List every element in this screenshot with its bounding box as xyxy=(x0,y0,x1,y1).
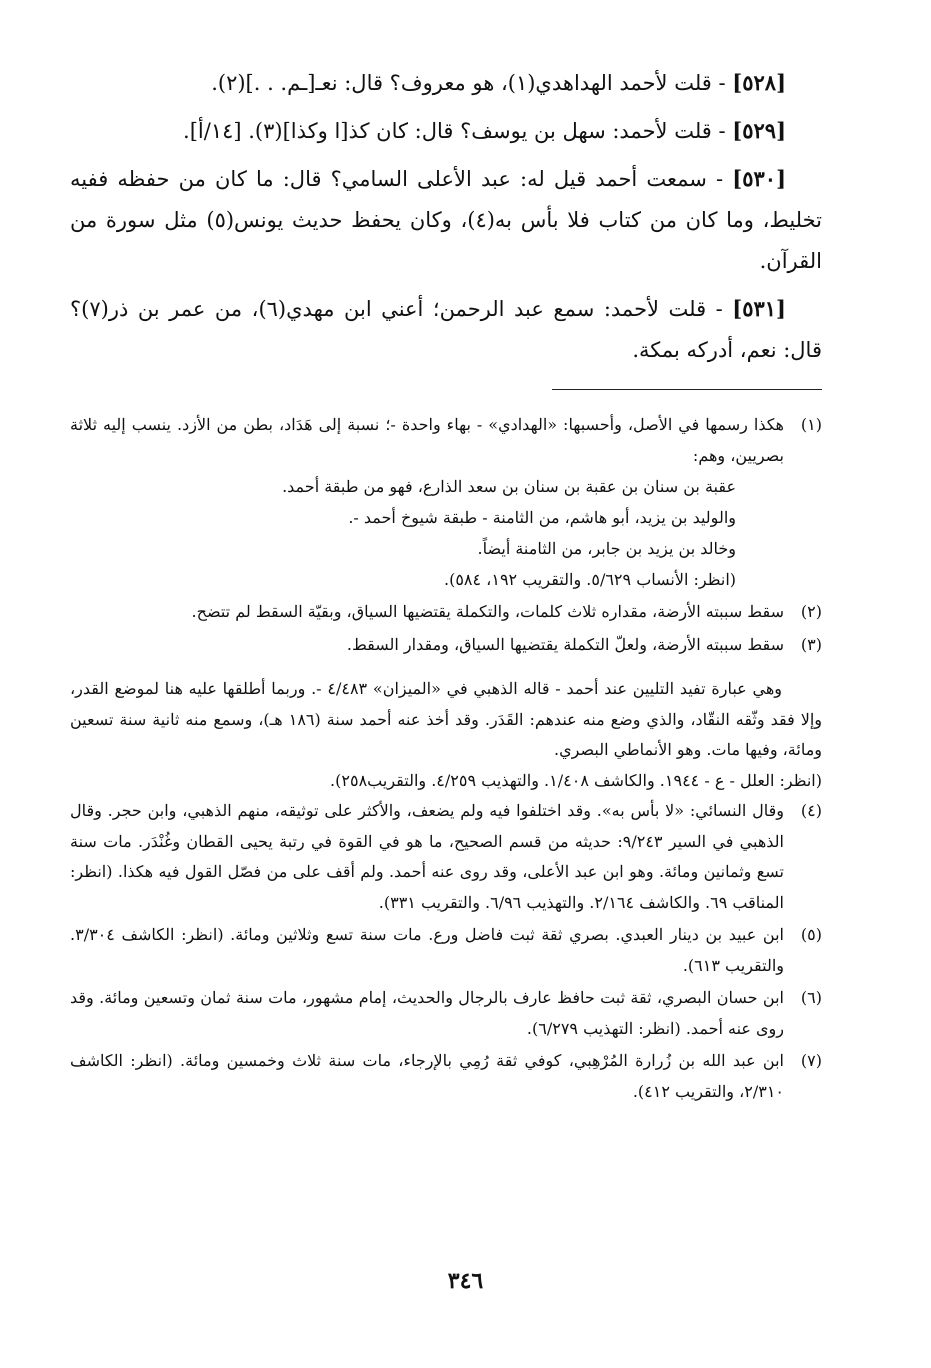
footnote-2 xyxy=(70,597,822,628)
footnote-text: وهي عبارة تفيد التليين عند أحمد - قاله الذهبي في «الميزان» ٤/٤٨٣ -. وربما أطلقها عليه هنا لموضع القدر، وإلا فقد وثّقه النقّاد، والذي وضع منه عندهم: القَدَر. وقد أخذ عنه أحمد سنة (١٨٦ هـ)، وسمع منه ثانية سنة تسعين ومائة، وفيها مات. وهو الأنماطي البصري. xyxy=(70,679,823,759)
footnote-text: (انظر: العلل - ع - ١٩٤٤. والكاشف ١/٤٠٨. والتهذيب ٤/٢٥٩. والتقريب٢٥٨). xyxy=(330,770,822,790)
footnote-text: هكذا رسمها في الأصل، وأحسبها: «الهدادي» - بهاء واحدة -؛ نسبة إلى هَدَاد، بطن من الأزد. ينسب إليه ثلاثة بصريين، وهم: xyxy=(70,415,784,465)
footnote-label: (٦) xyxy=(800,988,822,1007)
footnote-text: سقط سببته الأرضة، ولعلّ التكملة يقتضيها السياق، ومقدار السقط. xyxy=(346,634,784,654)
footnote-subline: عقبة بن سنان بن عقبة بن سنان بن سعد الذارع، فهو من طبقة أحمد. xyxy=(282,477,736,496)
footnote-1 xyxy=(70,410,822,595)
main-text xyxy=(70,62,822,371)
footnote-3 xyxy=(70,630,822,661)
entry-text: - قلت لأحمد: سمع عبد الرحمن؛ أعني ابن مهدي(٦)، من عمر بن ذر(٧)؟ قال: نعم، أدركه بمكة. xyxy=(70,297,822,362)
footnote-5 xyxy=(70,920,822,981)
footnote-label: (٤) xyxy=(800,801,822,820)
footnote-text: ابن حسان البصري، ثقة ثبت حافظ عارف بالرجال والحديث، إمام مشهور، مات سنة ثمان وتسعين ومائة. وقد روى عنه أحمد. (انظر: التهذيب ٦/٢٧٩). xyxy=(70,988,784,1038)
page-number: ٣٤٦ xyxy=(447,1268,484,1294)
entry-text: - قلت لأحمد الهداهدي(١)، هو معروف؟ قال: نعـ[ـم. . .](٢). xyxy=(211,71,726,95)
entry-text: - سمعت أحمد قيل له: عبد الأعلى السامي؟ قال: ما كان من حفظه ففيه تخليط، وما كان من كتاب فلا بأس به(٤)، وكان يحفظ حديث يونس(٥) مثل سورة من القرآن. xyxy=(70,167,823,273)
footnote-label: (١) xyxy=(800,415,822,434)
entry-529 xyxy=(70,110,822,152)
entry-number: [٥٣٠] xyxy=(732,166,786,191)
footnote-3-continuation xyxy=(70,674,822,796)
entry-number: [٥٢٨] xyxy=(732,70,786,95)
footnote-label: (٣) xyxy=(800,634,822,654)
entry-531 xyxy=(70,288,822,371)
footnotes xyxy=(70,410,822,1107)
entry-number: [٥٣١] xyxy=(732,296,786,321)
footnote-4 xyxy=(70,796,822,918)
entry-text: - قلت لأحمد: سهل بن يوسف؟ قال: كان كذ[ا وكذا](٣). [١٤/أ]. xyxy=(183,119,726,143)
footnote-separator xyxy=(552,389,822,390)
footnote-sublist xyxy=(70,471,784,595)
entry-528 xyxy=(70,62,822,104)
footnote-text: ابن عبد الله بن زُرارة المُرْهِبي، كوفي ثقة رُمِي بالإرجاء، مات سنة ثلاث وخمسين ومائة. (انظر: الكاشف ٢/٣١٠، والتقريب ٤١٢). xyxy=(70,1051,784,1101)
footnote-label: (٧) xyxy=(800,1051,822,1070)
footnote-text: سقط سببته الأرضة، مقداره ثلاث كلمات، والتكملة يقتضيها السياق، وبقيّة السقط لم تتضح. xyxy=(191,602,784,621)
footnote-subline: وخالد بن يزيد بن جابر، من الثامنة أيضاً. xyxy=(477,539,736,558)
book-page xyxy=(70,62,822,1109)
footnote-subline: والوليد بن يزيد، أبو هاشم، من الثامنة - طبقة شيوخ أحمد -. xyxy=(348,508,736,527)
footnote-label: (٥) xyxy=(800,925,822,944)
footnote-label: (٢) xyxy=(800,602,822,621)
entry-number: [٥٢٩] xyxy=(732,118,786,143)
footnote-subline: (انظر: الأنساب ٥/٦٢٩. والتقريب ١٩٢، ٥٨٤). xyxy=(443,570,736,589)
footnote-7 xyxy=(70,1046,822,1107)
footnote-6 xyxy=(70,983,822,1044)
entry-530 xyxy=(70,158,822,282)
footnote-text: وقال النسائي: «لا بأس به». وقد اختلفوا فيه ولم يضعف، والأكثر على توثيقه، منهم الذهبي، وابن حجر. وقال الذهبي في السير ٩/٢٤٣: حديثه من قسم الصحيح، ما هو في القوة في رتبة يحيى القطان وغُنْدَر. مات سنة تسع وثمانين ومائة. وهو ابن عبد الأعلى، وقد روى عنه أحمد. ولم أقف على من فصّل القول فيه هكذا. (انظر: المناقب ٦٩. والكاشف ٢/١٦٤. والتهذيب ٦/٩٦. والتقريب ٣٣١). xyxy=(70,801,784,912)
footnote-text: ابن عبيد بن دينار العبدي. بصري ثقة ثبت فاضل ورع. مات سنة تسع وثلاثين ومائة. (انظر: الكاشف ٣/٣٠٤. والتقريب ٦١٣). xyxy=(70,925,784,975)
